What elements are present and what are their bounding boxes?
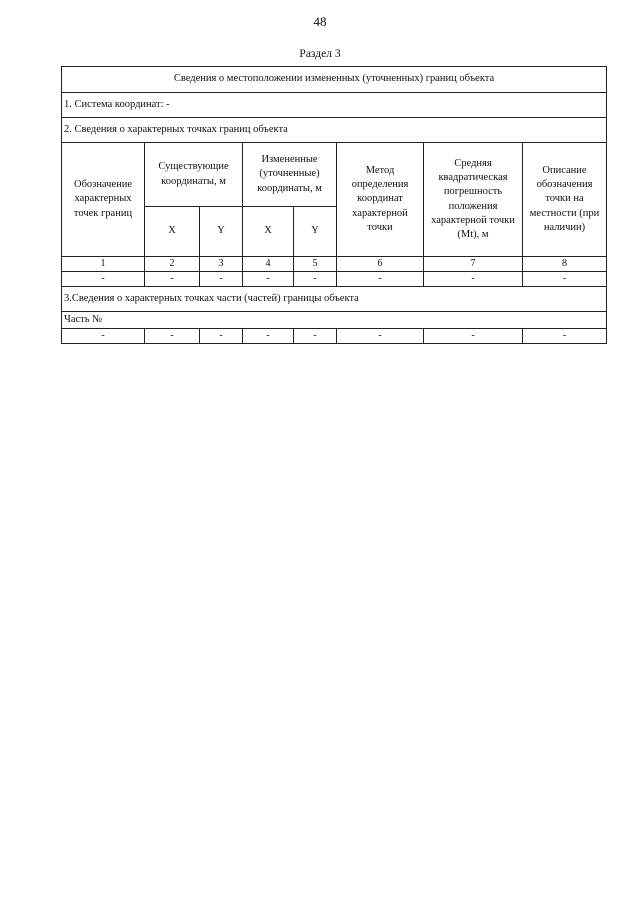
table-cell: - (200, 272, 243, 287)
boundary-points-table (61, 66, 607, 344)
column-number: 4 (243, 257, 294, 272)
table-title: Сведения о местоположении измененных (уточненных) границ объекта (62, 67, 607, 93)
table-cell: - (145, 272, 200, 287)
header-changed-y: Y (294, 207, 337, 257)
column-number: 6 (337, 257, 424, 272)
column-number: 5 (294, 257, 337, 272)
column-number-row (62, 257, 607, 272)
table-cell: - (200, 329, 243, 344)
header-changed-x: X (243, 207, 294, 257)
table-cell: - (424, 272, 523, 287)
table-cell: - (145, 329, 200, 344)
table-cell: - (523, 272, 607, 287)
header-changed-coords: Измененные (уточненные) координаты, м (243, 143, 337, 207)
table-cell: - (62, 272, 145, 287)
table-cell: - (337, 272, 424, 287)
page-number: 48 (313, 14, 327, 29)
table-cell: - (337, 329, 424, 344)
table-cell: - (243, 329, 294, 344)
table-row (62, 329, 607, 344)
header-existing-coords: Существующие координаты, м (145, 143, 243, 207)
section-title: Раздел 3 (299, 48, 341, 60)
table-cell: - (243, 272, 294, 287)
column-number: 3 (200, 257, 243, 272)
header-existing-x: X (145, 207, 200, 257)
column-number: 1 (62, 257, 145, 272)
header-error: Средняя квадратическая погрешность положения характерной точки (Mt), м (424, 143, 523, 257)
table-cell: - (294, 329, 337, 344)
header-method: Метод определения координат характерной точки (337, 143, 424, 257)
header-existing-y: Y (200, 207, 243, 257)
points-info-row: 2. Сведения о характерных точках границ объекта (62, 118, 607, 143)
table-cell: - (62, 329, 145, 344)
part-number-row: Часть № (62, 312, 607, 329)
part-points-info-row: 3.Сведения о характерных точках части (частей) границы объекта (62, 287, 607, 312)
header-point-designation: Обозначение характерных точек границ (62, 143, 145, 257)
column-number: 7 (424, 257, 523, 272)
column-number: 8 (523, 257, 607, 272)
table-cell: - (294, 272, 337, 287)
table-row (62, 272, 607, 287)
table-cell: - (523, 329, 607, 344)
column-number: 2 (145, 257, 200, 272)
header-description: Описание обозначения точки на местности (при наличии) (523, 143, 607, 257)
coordinate-system-row: 1. Система координат: - (62, 93, 607, 118)
table-cell: - (424, 329, 523, 344)
